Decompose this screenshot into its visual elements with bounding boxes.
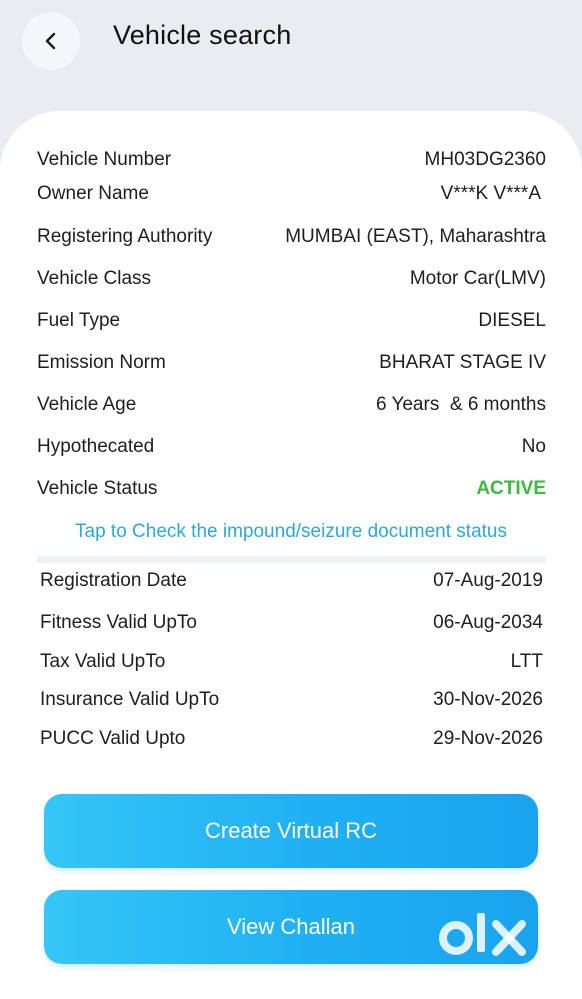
status-badge: ACTIVE	[476, 478, 546, 499]
create-virtual-rc-button[interactable]: Create Virtual RC	[44, 794, 538, 868]
detail-label: Fuel Type	[37, 310, 121, 331]
validity-row-insurance	[40, 689, 543, 711]
detail-label: Registering Authority	[37, 226, 213, 247]
detail-label: Emission Norm	[37, 352, 166, 373]
detail-row-vehicle-status	[37, 478, 546, 500]
detail-value: V***K V***A	[440, 183, 541, 204]
validity-value: 29-Nov-2026	[433, 728, 543, 749]
validity-label: PUCC Valid Upto	[40, 728, 186, 749]
detail-label: Owner Name	[37, 183, 149, 204]
detail-value: DIESEL	[478, 310, 546, 331]
validity-label: Registration Date	[40, 570, 187, 591]
validity-value: 07-Aug-2019	[433, 570, 543, 591]
validity-row-tax	[40, 651, 543, 673]
detail-row-owner-name	[37, 183, 546, 205]
view-challan-button[interactable]: View Challan	[44, 890, 538, 964]
impound-status-link[interactable]: Tap to Check the impound/seizure document status	[75, 521, 507, 542]
header	[0, 0, 582, 112]
detail-label: Vehicle Status	[37, 478, 158, 499]
back-button[interactable]	[22, 12, 80, 70]
validity-label: Tax Valid UpTo	[40, 651, 166, 672]
detail-row-hypothecated	[37, 436, 546, 458]
detail-row-vehicle-class	[37, 268, 546, 290]
detail-label: Vehicle Class	[37, 268, 152, 289]
validity-value: LTT	[510, 651, 543, 672]
detail-value: BHARAT STAGE IV	[379, 352, 546, 373]
detail-value: Motor Car(LMV)	[409, 268, 546, 289]
olx-watermark-logo	[438, 905, 548, 965]
validity-row-fitness	[40, 612, 543, 634]
validity-label: Insurance Valid UpTo	[40, 689, 220, 710]
detail-value: MH03DG2360	[424, 149, 546, 170]
detail-row-vehicle-number	[37, 149, 546, 171]
detail-row-vehicle-age	[37, 394, 546, 416]
validity-value: 30-Nov-2026	[433, 689, 543, 710]
detail-label: Vehicle Age	[37, 394, 137, 415]
detail-label: Hypothecated	[37, 436, 155, 457]
page-title: Vehicle search	[113, 20, 292, 50]
detail-row-fuel-type	[37, 310, 546, 332]
detail-row-emission-norm	[37, 352, 546, 374]
chevron-left-icon	[41, 31, 61, 51]
detail-value: MUMBAI (EAST), Maharashtra	[285, 226, 546, 247]
section-divider	[37, 556, 546, 563]
validity-value: 06-Aug-2034	[433, 612, 543, 633]
detail-row-registering-authority	[37, 226, 546, 248]
validity-label: Fitness Valid UpTo	[40, 612, 197, 633]
detail-label: Vehicle Number	[37, 149, 172, 170]
detail-value: No	[521, 436, 546, 457]
validity-row-pucc	[40, 728, 543, 750]
detail-value: 6 Years & 6 months	[375, 394, 546, 415]
validity-row-registration-date	[40, 570, 543, 592]
